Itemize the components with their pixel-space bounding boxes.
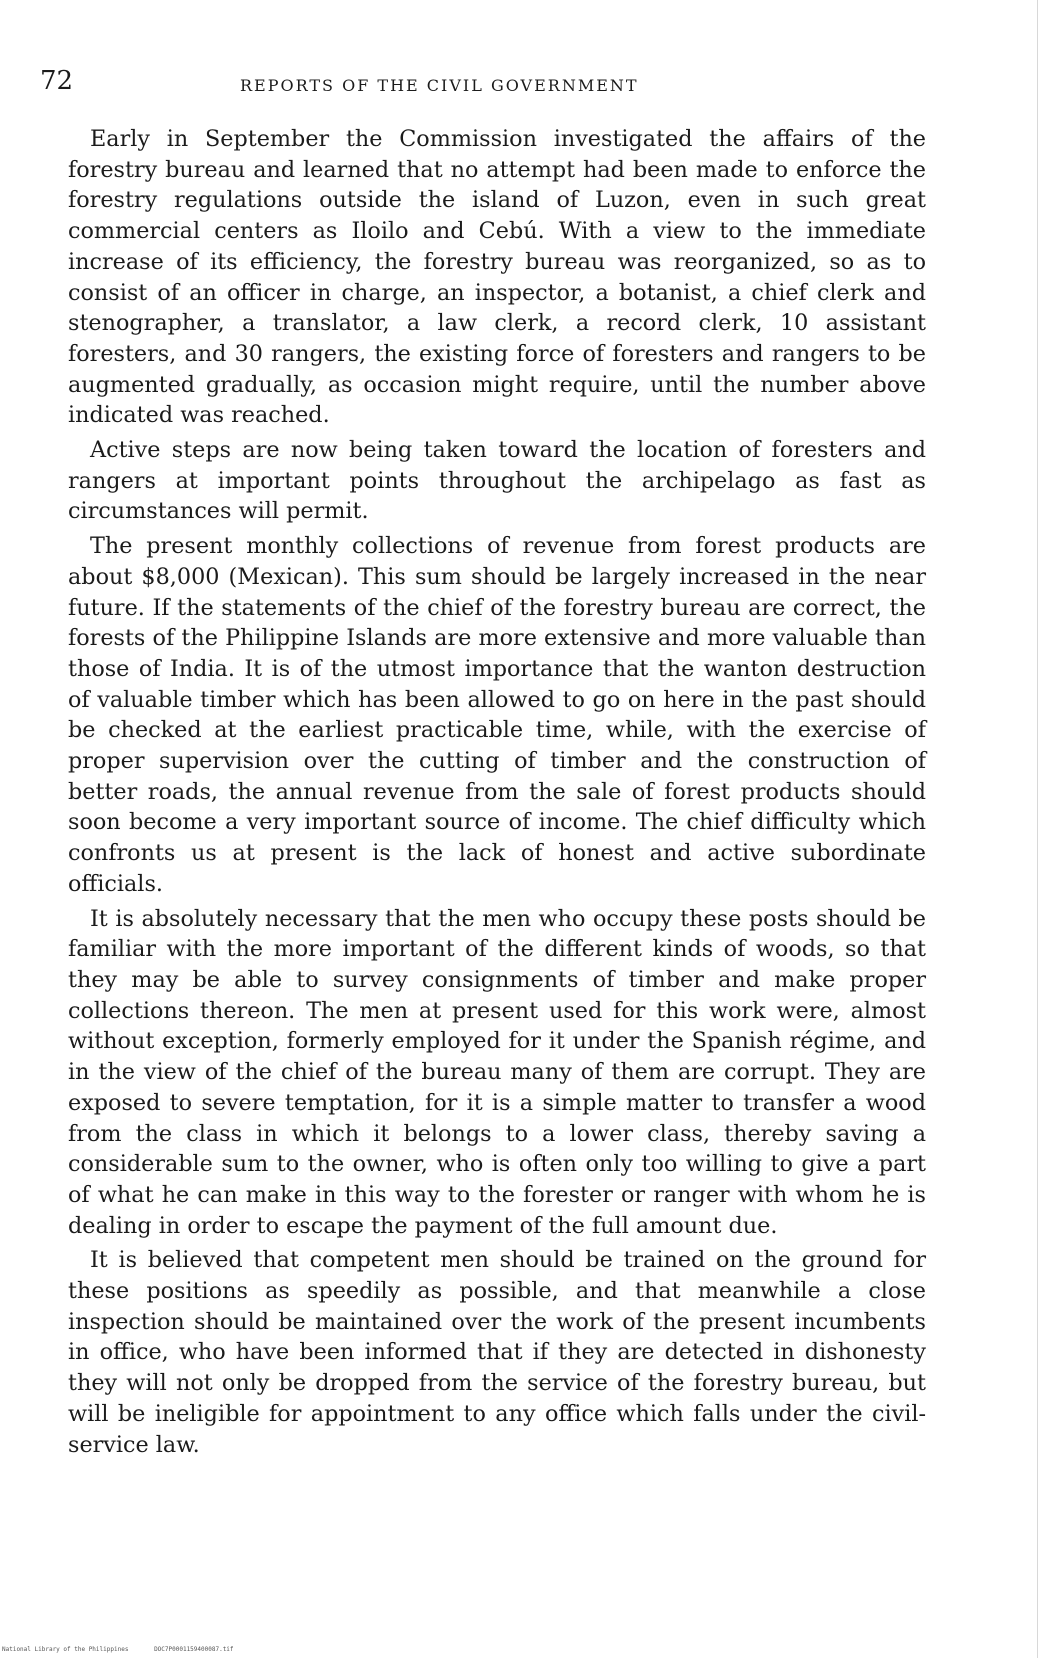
body-text [68, 124, 926, 1460]
footer-file-id: DOC7P0001159400087.tif [154, 1646, 234, 1653]
footer-library-name: National Library of the Philippines [2, 1646, 129, 1653]
running-header-title: REPORTS OF THE CIVIL GOVERNMENT [240, 76, 639, 95]
paragraph-familiarity-with-woods: It is absolutely necessary that the men who occupy these posts should be familiar with the more important of the different kinds of woods, so that they may be able to survey consignments of timber and make proper collections thereon. The men at present used for this work were, almost without exception, formerly employed for it under the Spanish régime, and in the view of the chief of the bureau many of them are corrupt. They are exposed to severe temptation, for it is a simple matter to transfer a wood from the class in which it belongs to a lower class, thereby saving a considerable sum to the owner, who is often only too willing to give a part of what he can make in this way to the forester or ranger with whom he is dealing in order to escape the payment of the full amount due. [68, 905, 926, 1239]
scan-footer [2, 1646, 234, 1654]
paragraph-forestry-reorganization: Early in September the Commission investigated the affairs of the forestry bureau and learned that no attempt had been made to enforce the forestry regulations outside the island of Luzon, even in such great commercial centers as Iloilo and Cebú. With a view to the immediate increase of its efficiency, the forestry bureau was reorganized, so as to consist of an officer in charge, an inspector, a botanist, a chief clerk and stenographer, a translator, a law clerk, a record clerk, 10 assistant foresters, and 30 rangers, the existing force of foresters and rangers to be augmented gradually, as occasion might require, until the number above indicated was reached. [68, 126, 926, 429]
paragraph-training-and-inspection: It is believed that competent men should be trained on the ground for these positions as speedily as possible, and that meanwhile a close inspection should be maintained over the work of the present incumbents in office, who have been informed that if they are detected in dishonesty they will not only be dropped from the service of the forestry bureau, but will be ineligible for appointment to any office which falls under the civil-service law. [68, 1247, 926, 1458]
page-number: 72 [40, 66, 74, 96]
paragraph-revenue-collections: The present monthly collections of revenue from forest products are about $8,000 (Mexican). This sum should be largely increased in the near future. If the statements of the chief of the forestry bureau are correct, the forests of the Philippine Islands are more extensive and more valuable than those of India. It is of the utmost importance that the wanton destruction of valuable timber which has been allowed to go on here in the past should be checked at the earliest practicable time, while, with the exercise of proper supervision over the cutting of timber and the construction of better roads, the annual revenue from the sale of forest products should soon become a very important source of income. The chief difficulty which confronts us at present is the lack of honest and active subordinate officials. [68, 533, 926, 897]
paragraph-active-steps: Active steps are now being taken toward the location of foresters and rangers at important points throughout the archipelago as fast as circumstances will permit. [68, 437, 926, 525]
page-edge-divider [1037, 0, 1038, 1658]
